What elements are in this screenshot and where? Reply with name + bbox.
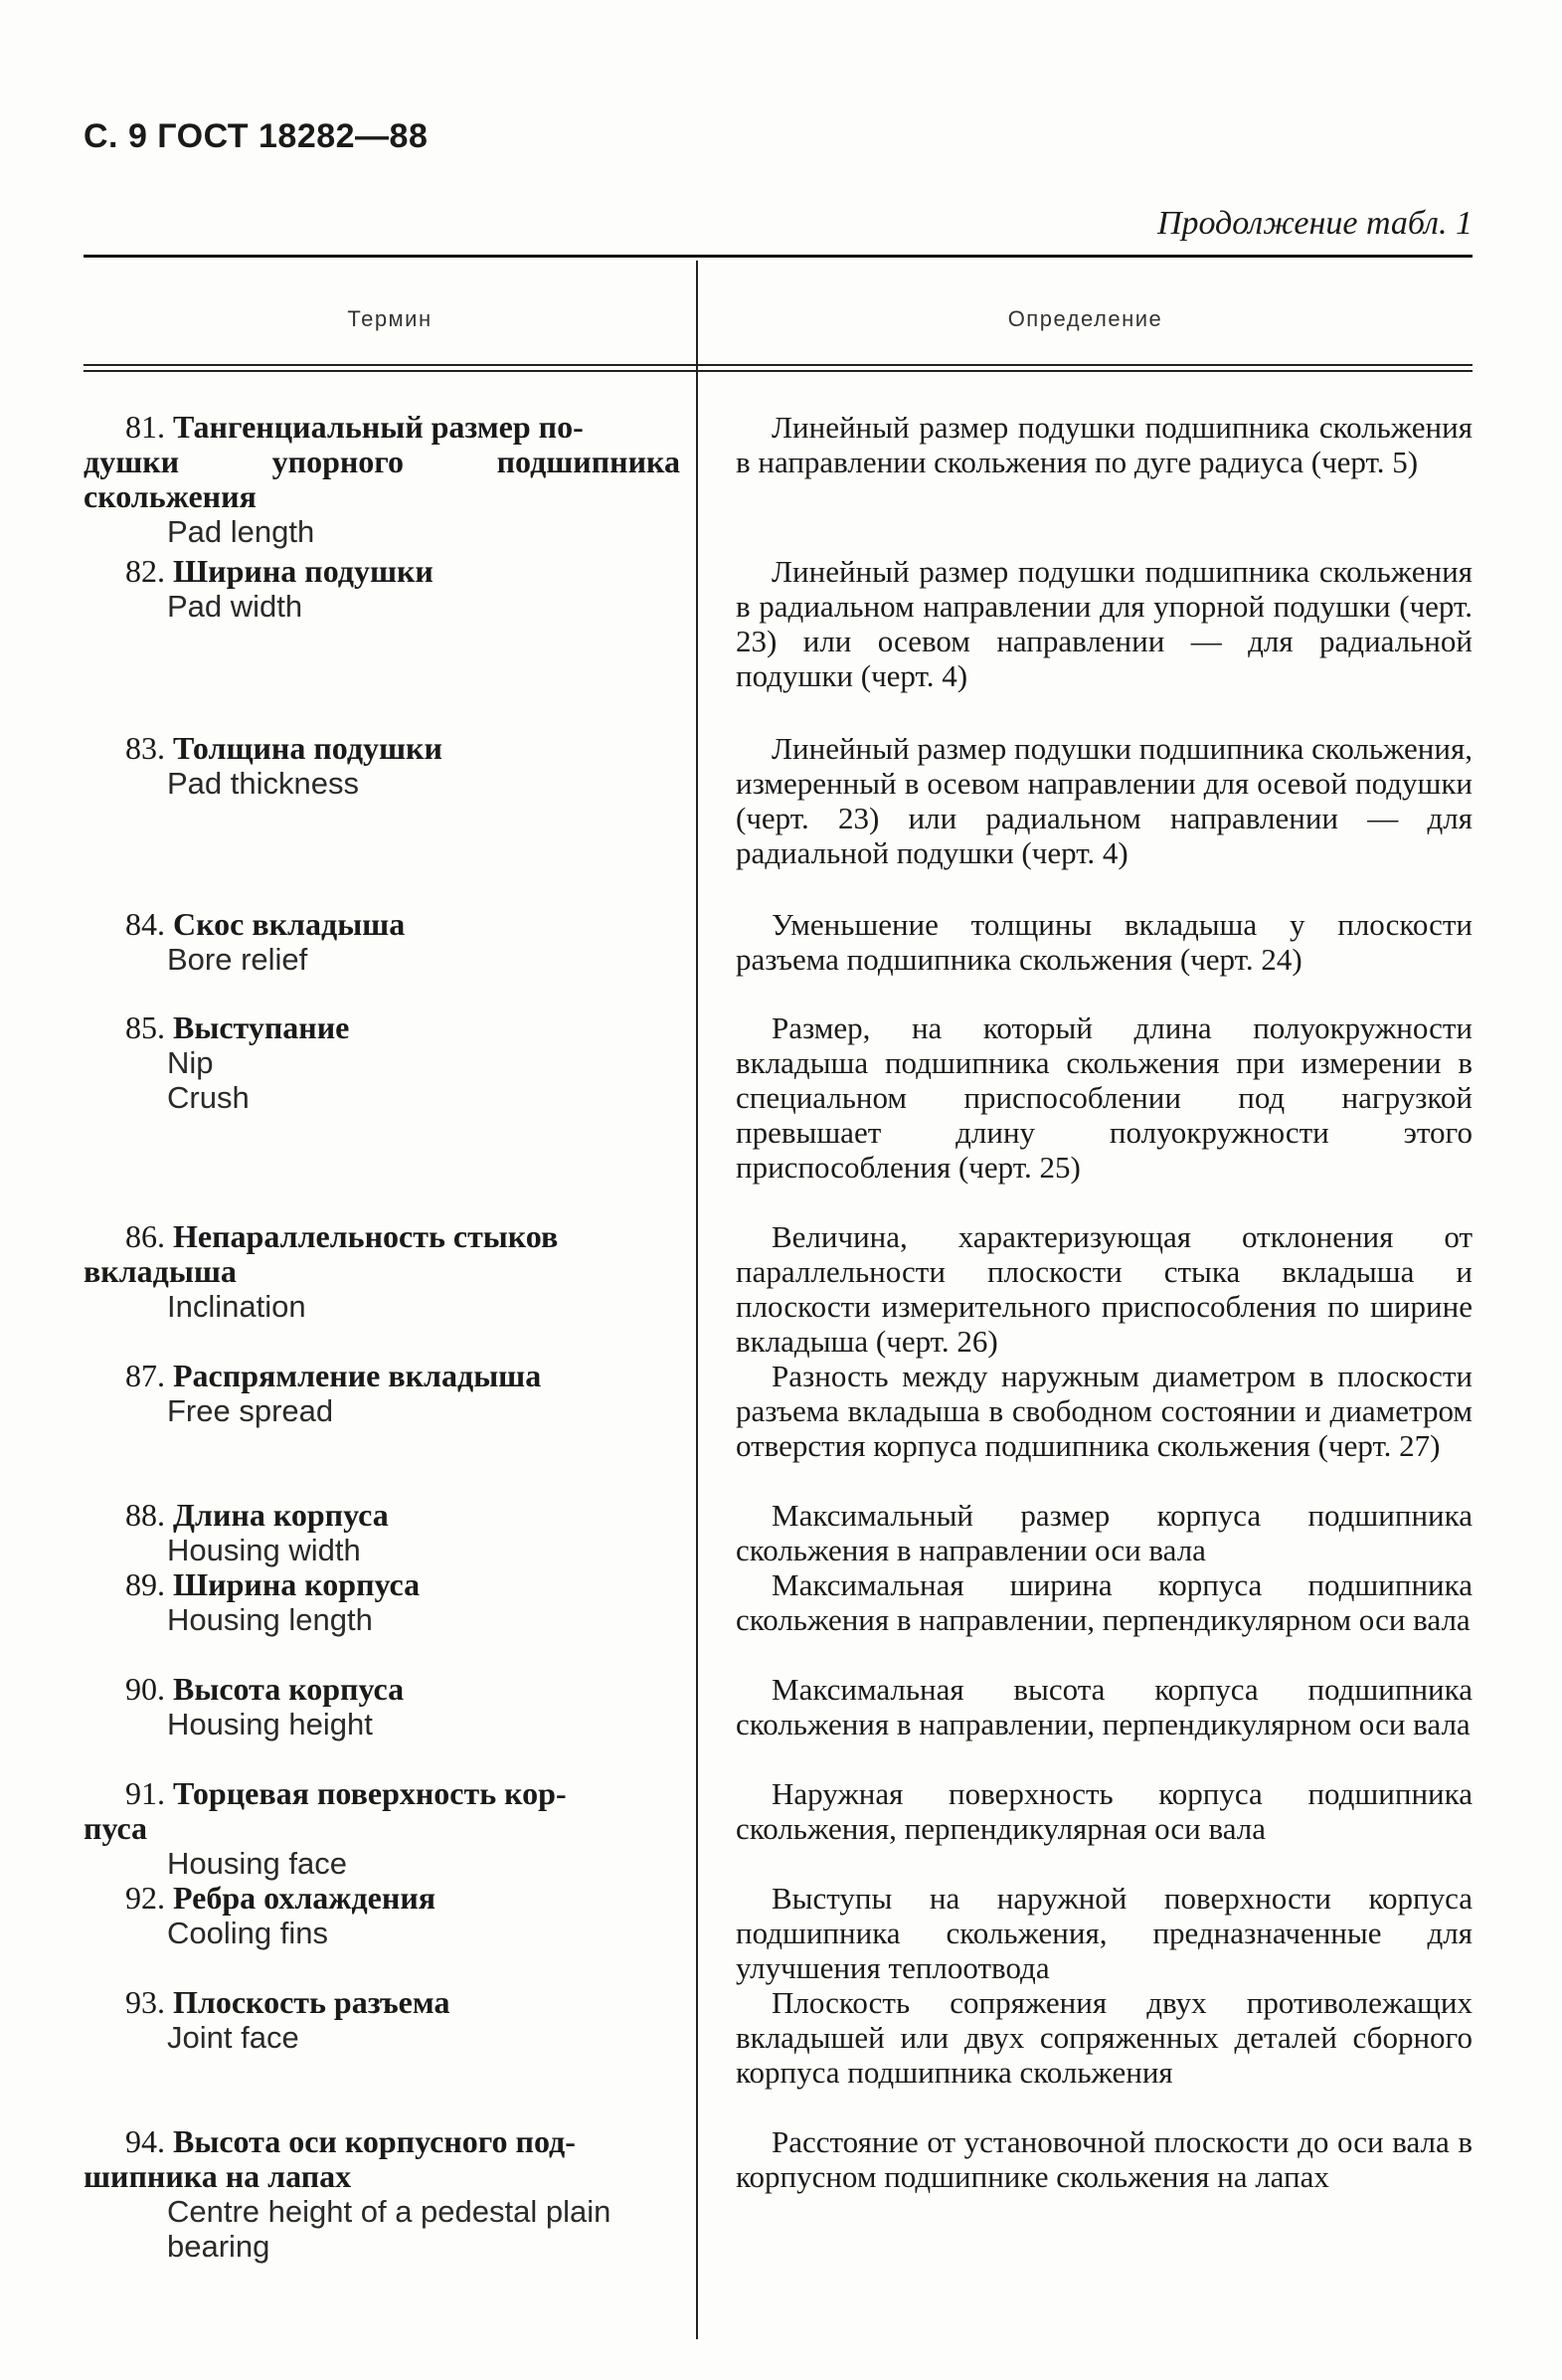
definition-cell: Плоскость сопряжения двух противолежащих вкладышей или двух сопряженных деталей сборного корпуса подшипника скольжения [736,1985,1473,2090]
term-title-continuation: шипника на лапах [84,2158,352,2194]
term-english: Inclination [167,1289,306,1324]
term-title-text: Ширина подушки [173,553,434,589]
definition-cell: Величина, характеризующая отклонения от параллельности плоскости стыка вкладыша и плоскости измерительного приспособления по ширине вкладыша (черт. 26) [736,1219,1473,1359]
term-english: Housing width [167,1533,361,1567]
term-title-text: Распрямление вкладыша [173,1358,542,1393]
term-title [84,2124,680,2159]
header-rule-1 [84,364,1473,366]
term-title-text: Высота оси корпусного под- [173,2123,576,2159]
term-english: Pad length [167,514,315,549]
term-cell [84,1219,680,1324]
term-number: 82. [125,553,165,589]
term-cell [84,1776,680,1881]
term-title [84,1672,680,1707]
definition-cell: Расстояние от установочной плоскости до оси вала в корпусном подшипнике скольжения на лапах [736,2124,1473,2194]
term-number: 89. [125,1566,165,1602]
term-title-text: Выступание [173,1009,350,1045]
term-title [84,1567,680,1602]
term-title-continuation: вкладыша [84,1253,237,1289]
definition-cell: Разность между наружным диаметром в плоскости разъема вкладыша в свободном состоянии и диаметром отверстия корпуса подшипника скольжения (черт. 27) [736,1359,1473,1463]
term-title-text: Ширина корпуса [173,1566,421,1602]
term-cell [84,554,680,624]
term-title-text: Скос вкладыша [173,906,406,942]
term-cell [84,1359,680,1428]
column-header-definition: Определение [1007,306,1163,331]
term-cell [84,410,680,549]
term-title [84,907,680,942]
term-cell [84,1672,680,1741]
term-english: Housing length [167,1602,373,1637]
term-title [84,410,680,445]
page-header: С. 9 ГОСТ 18282—88 [84,117,429,155]
definition-cell: Уменьшение толщины вкладыша у плоскости разъема подшипника скольжения (черт. 24) [736,907,1473,977]
definition-cell: Максимальный размер корпуса подшипника скольжения в направлении оси вала [736,1498,1473,1567]
term-number: 94. [125,2123,165,2159]
term-english: Nip [167,1045,214,1080]
term-english: Free spread [167,1393,334,1428]
term-english: Housing height [167,1707,373,1741]
term-title [84,1010,680,1045]
term-cell [84,1498,680,1567]
term-english: Bore relief [167,942,308,977]
term-title-text: Длина корпуса [173,1497,389,1533]
term-title [84,1881,680,1916]
definition-cell: Линейный размер подушки подшипника скольжения в направлении скольжения по дуге радиуса (черт. 5) [736,410,1473,479]
term-cell [84,2124,680,2264]
term-number: 88. [125,1497,165,1533]
term-english: Pad thickness [167,766,359,801]
term-number: 93. [125,1984,165,2020]
term-title-text: Торцевая поверхность кор- [173,1775,567,1811]
term-title-text: Высота корпуса [173,1671,405,1707]
term-cell [84,1985,680,2055]
term-english: Crush [167,1080,250,1115]
term-cell [84,1567,680,1637]
term-title-continuation: душки упорного подшипника скольжения [84,444,680,514]
definition-cell: Максимальная высота корпуса подшипника скольжения в направлении, перпендикулярном оси вала [736,1672,1473,1741]
term-number: 92. [125,1880,165,1916]
term-title [84,1985,680,2020]
term-cell [84,907,680,977]
definition-cell: Линейный размер подушки подшипника скольжения в радиальном направлении для упорной подушки (черт. 23) или осевом направлении — для радиальной подушки (черт. 4) [736,554,1473,693]
term-cell [84,731,680,801]
top-rule [84,255,1473,258]
term-title [84,1776,680,1811]
column-header-term: Термин [347,306,433,331]
definition-cell: Максимальная ширина корпуса подшипника скольжения в направлении, перпендикулярном оси вала [736,1567,1473,1637]
term-cell [84,1881,680,1950]
term-title [84,554,680,589]
term-number: 86. [125,1218,165,1254]
term-number: 81. [125,409,165,445]
term-number: 90. [125,1671,165,1707]
term-number: 87. [125,1358,165,1393]
term-title-text: Толщина подушки [173,730,442,766]
header-rule-2 [84,370,1473,372]
term-title-text: Непараллельность стыков [173,1218,559,1254]
definition-cell: Выступы на наружной поверхности корпуса подшипника скольжения, предназначенные для улучшения теплоотвода [736,1881,1473,1985]
column-divider [696,261,698,2339]
definition-cell: Линейный размер подушки подшипника скольжения, измеренный в осевом направлении для осевой подушки (черт. 23) или радиальном направлении — для радиальной подушки (черт. 4) [736,731,1473,870]
definition-cell: Размер, на который длина полуокружности вкладыша подшипника скольжения при измерении в специальном приспособлении под нагрузкой превышает длину полуокружности этого приспособления (черт. 25) [736,1010,1473,1185]
term-number: 83. [125,730,165,766]
term-title-text: Тангенциальный размер по- [173,409,584,445]
table-continuation-label: Продолжение табл. 1 [1156,205,1473,242]
term-number: 91. [125,1775,165,1811]
term-number: 84. [125,906,165,942]
term-english: Centre height of a pedestal plain bearing [167,2194,611,2264]
term-title-text: Плоскость разъема [173,1984,450,2020]
term-number: 85. [125,1009,165,1045]
term-english: Housing face [167,1846,347,1881]
term-title-text: Ребра охлаждения [173,1880,436,1916]
term-title [84,1498,680,1533]
term-title [84,1359,680,1393]
definition-cell: Наружная поверхность корпуса подшипника скольжения, перпендикулярная оси вала [736,1776,1473,1846]
term-english: Cooling fins [167,1916,328,1950]
term-title [84,731,680,766]
term-title [84,1219,680,1254]
term-english: Pad width [167,589,303,624]
term-cell [84,1010,680,1115]
term-title-continuation: пуса [84,1810,148,1846]
term-english: Joint face [167,2020,299,2055]
